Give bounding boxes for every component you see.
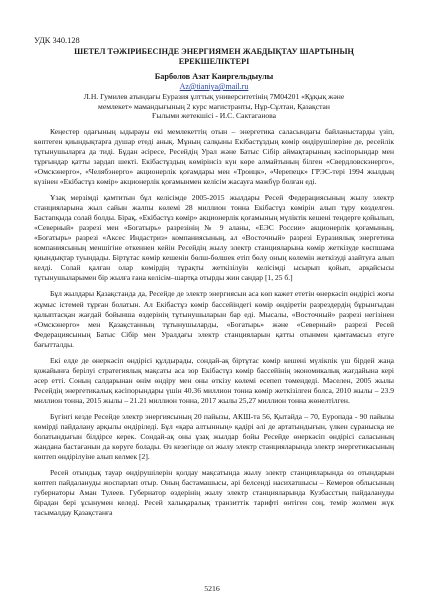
body-paragraph: Ұзақ мерзімді қамтитын бұл келісімде 2005-2015 жылдары Ресей Федерациясының жылу электр станцияларына жыл сайын жалпы көлемі 28 миллион тонна Екібастұз көмірін алып тұру көзделген. Бастапқыда солай болды. Бірақ, «Екібастұз көмір» акционерлік қоғамының мүліктік кешені тендерге қойылып, «Северный» разрезі мен «Богатырь» разрезінің № 9 аланы, «ЕЭС России» акционерлік қоғамының, «Богатырь» разрезі «Аксес Индастриз» компаниясының, ал «Восточный» разрезі Еуразиялық энергетика компаниясының меншігіне өткеннен кейін Ресейдің жылу электр станцияларына көмір жеткізуде көспшама қиындықтар туындады. Біртұтас көмір кешенін бөлш-бөлшек етіп бөлу оның көлемін жеткізуді азайтуға алып келді. Солай қалған олар көмірдің тұрақты жеткізілуін келісімді ысырып қойып, арқайсысы тұтынушыларымен бір жылға ғана келісім–шартқа отырды жин сандар [1, 25 б.]: [34, 193, 394, 283]
affiliation-line-3: Ғылыми жетекшісі - И.С. Сактаганова: [151, 111, 277, 121]
page-number: 5216: [204, 584, 220, 593]
affiliation-line-1: Л.Н. Гумилев атындағы Еуразия ұлттық университетінің 7М04201 «Құқық және: [83, 92, 345, 101]
author-affiliation: [34, 92, 394, 121]
author-name: Барболов Азат Каиргельдыулы: [154, 72, 274, 81]
article-body: [34, 127, 394, 519]
body-paragraph: Бүгінгі кезде Ресейде электр энергиясының 20 пайызы, АКШ-та 56, Қытайда – 70, Еуропада - 90 пайызы көмірді пайдалану арқылы өндіріледі. Бұл «қара алтынның» қадірі әлі де артатындығын, үлкен сұранысқа ие болатындығын білдірсе керек. Сондай-ақ оны ұзақ жылдар бойы Ресейде өнеркәсіп өндірісі саласының жандана бастағанын да көруге болады. Өз кезегінде ол жылу электр станцияларында электр энергетикасының көптеп өндірілуіне алып келмек [2].: [34, 412, 394, 462]
body-paragraph: Ресей отындық тауар өндірушілерін қолдау мақсатында жылу электр станцияларында өз отындарын көптеп пайдалануды жоспарлап отыр. Оның бастамашысы, әрі белсенді насихатшысы – Кемеров облысының губернаторы Аман Тулеев. Губернатор өздерінің жылу электр станцияларында Кузбасстың пайдалануды бірадан бері ұсынумен келеді. Ресей халықаралық транзиттік тарифті өнтіген соң, темір жолмен жүк тасымалдау Қазақстанға: [34, 468, 394, 518]
article-title-line-2: ЕРЕКШЕЛІКТЕРІ: [178, 57, 250, 66]
body-paragraph: Екі елде де өнеркәсіп өндірісі құлдырады, сондай-ақ біртұтас көмір кешені мүлікпік үш бірдей жаңа қожайынға берілуі стратегиялық мақсаты аса зор Екібастұз көмір бассейінің экономикалық жағдайына кері әсер етті. Соның салдарынан өнім өндіру мен оны өткізу көлемі есепеп төмендеді. Мәселен, 2005 жылы Ресейдің энергетикалық кәсіпорындары үшін 40.36 миллион тонна көмір жеткізілген болса, 2010 жылы – 23.9 миллион тонна, 2015 жылы – 21.21 миллион тонна, 2017 жылы 25,27 миллион тонна жөнелтілген.: [34, 355, 394, 405]
article-title-line-1: ШЕТЕЛ ТӘЖІРИБЕСІНДЕ ЭНЕРГИЯМЕН ЖАБДЫҚТАУ ШАРТЫНЫҢ: [74, 47, 354, 56]
body-paragraph: Кеңестер одағының ыдырауы екі мемлекеттің отын – энергетика саласындағы байланыстарды үзіп, көптеген қиындықтарға душар етеді анық. Мұның салқыны Екібастұздың көмір өндірушілеріне де, ресейлік тұтынушыларға да тиді. Бұдан әсіресе, Ресейдің Урал және Батыс Сібір аймақтарының кәсіпорындар мен тұрғындар қатты зардап шекті. Екібастұздың көмірінсіз күн көре алмайтының білген «Свердловскэнерго», «Омскэнерго», «Челябэнерго» акционерлік қоғамдары мен «Троицк», «Черепецк» ГРЭС-тері 1994 жылдың күзінен «Екібастұз көмір» акционерлік қоғамынмен келісім жасауға мәжбүр болған еді.: [34, 126, 394, 187]
body-paragraph: Бұл жылдары Қазақстанда да, Ресейде де электр энергиясын аса көп кажет ететін өнеркәсіп өндірісі жоғы жұмыс істемей тұрған болатын. Ал Екібастұз көмір бассейіндегі көмір өндіретін разрездердің бұрынғыдан қалыптасқан жағдай бойынша өздерінің тұтынушыларын бар еді. Мысалы, «Восточный» разрезі негізінен «Омскэнерго» мен Қазақстанның тұтынушыларды, «Богатырь» және «Северный» разрезі Ресей Федерациясының Батыс Сібір мен Уралдағы электр станцияларын қатты отынмен қамтамасыз етуге бағытталды.: [34, 289, 394, 349]
affiliation-line-2: мемлекет» мамандығының 2 курс магистранты, Нұр-Сұлтан, Қазақстан: [98, 101, 330, 111]
article-title: [34, 47, 394, 67]
author-email-link[interactable]: Az@tianiya@mail.ru: [179, 82, 249, 91]
udc-code: УДК 340.128: [34, 36, 80, 45]
